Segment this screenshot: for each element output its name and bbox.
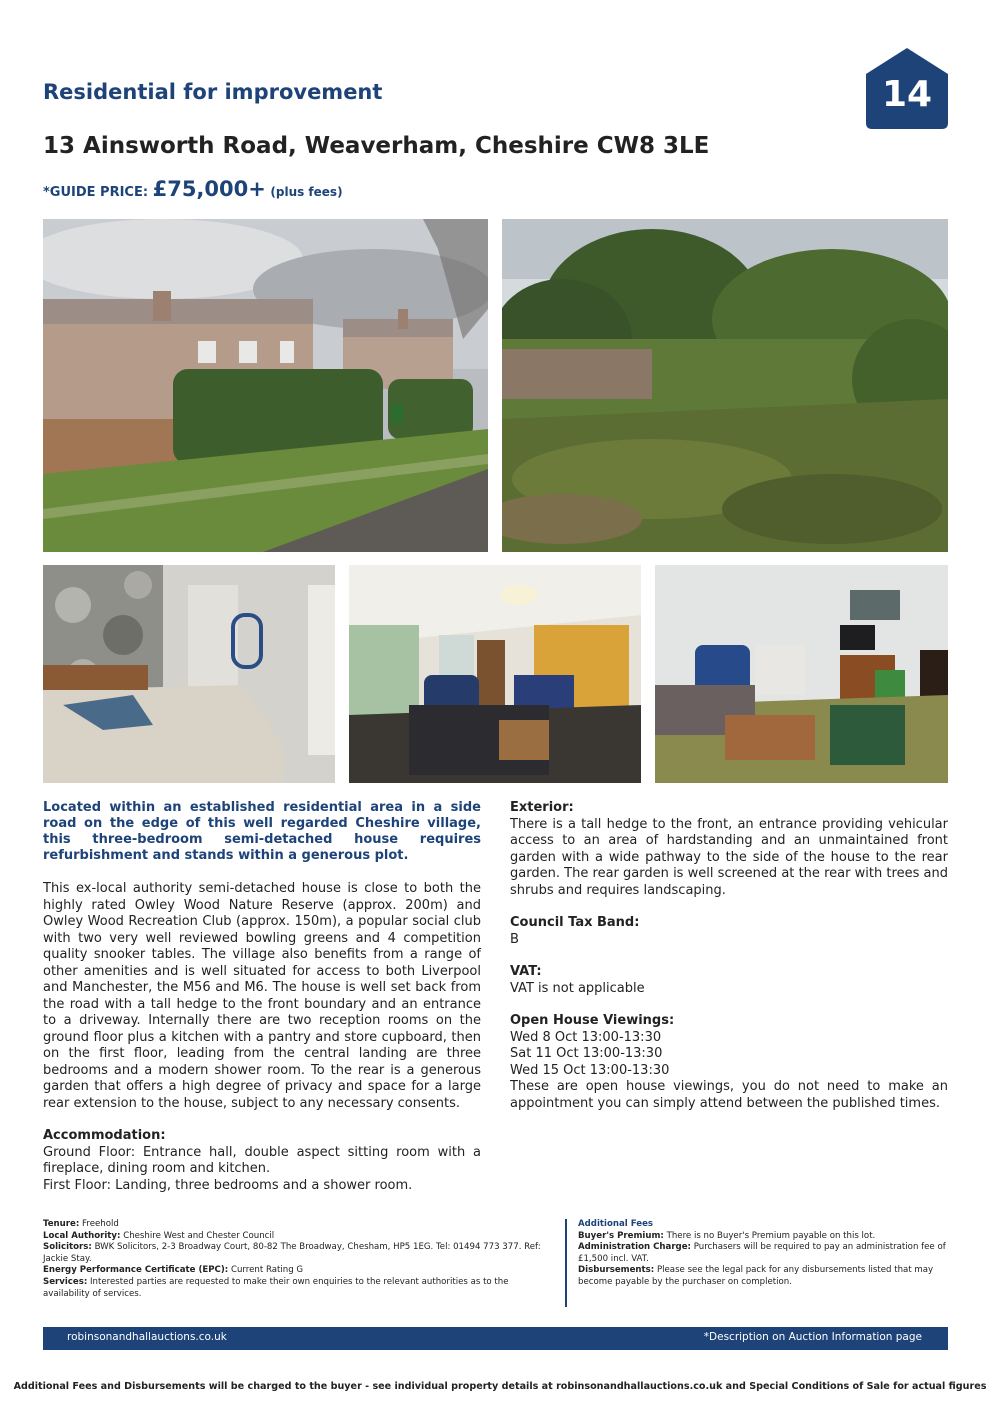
vat-value: VAT is not applicable [510,980,645,996]
premium-label: Buyer's Premium: [578,1230,664,1241]
additional-fees [578,1219,950,1289]
epc-value: Current Rating G [230,1265,304,1276]
category-heading: Residential for improvement [43,80,383,104]
vat-section [510,964,948,997]
authority-line [43,1231,553,1243]
accommodation-section [43,1128,481,1194]
guide-price-fees: (plus fees) [270,185,343,199]
viewings-note: These are open house viewings, you do not need to make an appointment you can simply attend between the published times. [510,1079,948,1111]
vat-heading: VAT: [510,964,542,979]
council-tax-value: B [510,931,519,947]
guide-price-label: *GUIDE PRICE: [43,185,149,200]
lot-number: 14 [881,74,933,115]
disclaimer: Additional Fees and Disbursements will be charged to the buyer - see individual property details at robinsonandhallauctions.co.uk and Special Conditions of Sale for actual figures [13,1381,987,1392]
admin-label: Administration Charge: [578,1242,691,1253]
services-label: Services: [43,1276,88,1287]
viewing-date: Sat 11 Oct 13:00-13:30 [510,1046,663,1061]
exterior-text: There is a tall hedge to the front, an entrance providing vehicular access to an area of hardstanding and an unmaintained front garden with a wide pathway to the side of the house to the rear garden. The rear garden is well screened at the rear with trees and shrubs and requires landscaping. [510,816,948,898]
disbursements-line [578,1265,950,1288]
intro-paragraph: Located within an established residential area in a side road on the edge of this well regarded Cheshire village, this three-bedroom semi-detached house requires refurbishment and stands within a generous plot. [43,800,481,863]
footer-bar [43,1327,948,1350]
footer-note: *Description on Auction Information page [703,1331,922,1343]
viewings-section [510,1013,948,1112]
photo-front-house [43,219,488,552]
accommodation-ground-floor: Ground Floor: Entrance hall, double aspect sitting room with a fireplace, dining room and kitchen. [43,1144,481,1176]
premium-line [578,1231,950,1243]
tenure-label: Tenure: [43,1219,80,1229]
solicitors-value: BWK Solicitors, 2-3 Broadway Court, 80-82 The Broadway, Chesham, HP5 1EG. Tel: 01494 773 377. Ref: Jackie Stay. [43,1242,541,1264]
website-link[interactable]: robinsonandhallauctions.co.uk [67,1331,227,1343]
property-address: 13 Ainsworth Road, Weaverham, Cheshire CW8 3LE [43,133,710,159]
tenure-line [43,1219,553,1231]
fees-heading: Additional Fees [578,1219,654,1229]
authority-value: Cheshire West and Chester Council [123,1230,275,1241]
solicitors-line [43,1242,553,1265]
viewing-date: Wed 15 Oct 13:00-13:30 [510,1062,670,1078]
lot-badge [866,48,948,129]
premium-value: There is no Buyer's Premium payable on this lot. [666,1230,876,1241]
photo-bedroom [43,565,335,783]
epc-label: Energy Performance Certificate (EPC): [43,1265,229,1276]
accommodation-heading: Accommodation: [43,1128,166,1143]
authority-label: Local Authority: [43,1230,121,1241]
right-column [510,800,948,1128]
disbursements-value: Please see the legal pack for any disbursements listed that may become payable by the purchaser on completion. [578,1265,934,1287]
photo-rear-garden [502,219,948,552]
description-paragraph: This ex-local authority semi-detached house is close to both the highly rated Owley Wood Nature Reserve (approx. 200m) and Owley Wood Recreation Club (approx. 150m), a popular social club with two very well reviewed bowling greens and 4 competition quality snooker tables. The village also benefits from a range of other amenities and is well situated for access to both Liverpool and Manchester, the M56 and M6. The house is well set back from the road with a tall hedge to the front boundary and an entrance to a driveway. Internally there are two reception rooms on the ground floor plus a kitchen with a pantry and store cupboard, then on the first floor, leading from the central landing are three bedrooms and a modern shower room. To the rear is a generous garden that offers a high degree of privacy and space for a large rear extension to the house, subject to any necessary consents. [43,881,481,1111]
photo-dining-room [349,565,641,783]
viewing-date: Wed 8 Oct 13:00-13:30 [510,1029,662,1045]
admin-line [578,1242,950,1265]
solicitors-label: Solicitors: [43,1242,92,1253]
services-line [43,1277,553,1300]
exterior-heading: Exterior: [510,800,574,815]
guide-price-value: £75,000+ [152,177,266,201]
exterior-section [510,800,948,899]
services-value: Interested parties are requested to make their own enquiries to the relevant authorities as to the availability of services. [43,1276,509,1299]
tenure-value: Freehold [82,1219,119,1229]
footer-divider [565,1219,567,1307]
council-tax-section [510,915,948,948]
disbursements-label: Disbursements: [578,1265,655,1276]
epc-line [43,1265,553,1277]
photo-sitting-room [655,565,948,783]
council-tax-heading: Council Tax Band: [510,915,640,930]
viewings-heading: Open House Viewings: [510,1013,675,1028]
accommodation-first-floor: First Floor: Landing, three bedrooms and a shower room. [43,1177,413,1193]
legal-details [43,1219,553,1300]
guide-price [43,177,343,201]
admin-value: Purchasers will be required to pay an administration fee of £1,500 incl. VAT. [578,1242,946,1264]
